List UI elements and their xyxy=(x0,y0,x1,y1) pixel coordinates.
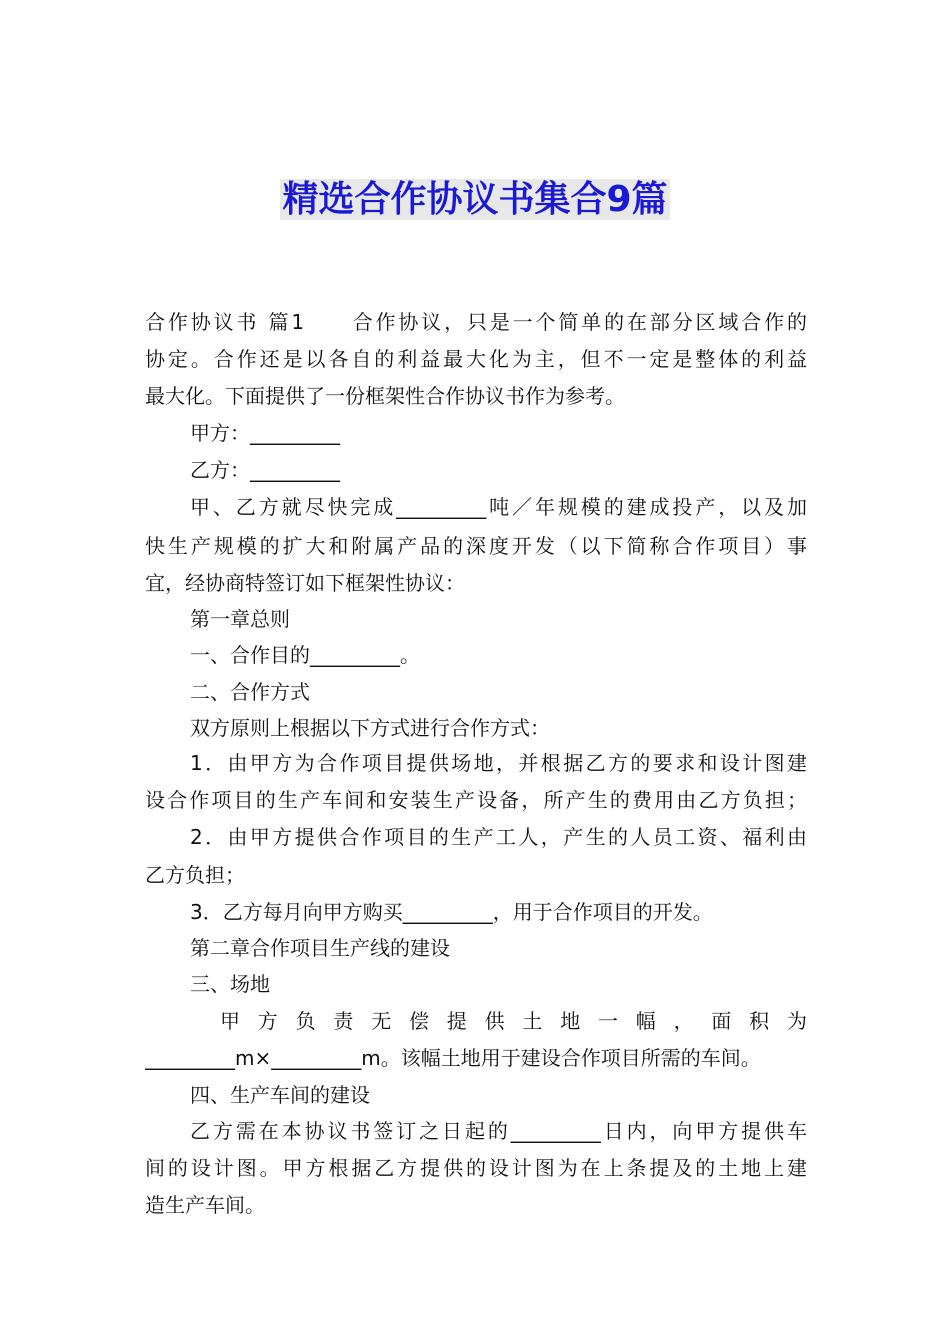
paragraph-line: 合作协议书 篇1 合作协议，只是一个简单的在部分区域合作的 xyxy=(145,310,807,334)
section-heading: 三、场地 xyxy=(190,972,270,996)
paragraph-line: 甲 方 负 责 无 偿 提 供 土 地 一 幅 ， 面 积 为 xyxy=(220,1009,807,1033)
chapter-heading: 第一章总则 xyxy=(190,607,290,631)
paragraph-line: 乙方需在本协议书签订之日起的_________日内，向甲方提供车 xyxy=(190,1119,807,1143)
paragraph-line: 协定。合作还是以各自的利益最大化为主，但不一定是整体的利益 xyxy=(145,347,807,371)
list-item-line: 3．乙方每月向甲方购买_________，用于合作项目的开发。 xyxy=(190,900,713,924)
paragraph-line: 快生产规模的扩大和附属产品的深度开发（以下简称合作项目）事 xyxy=(145,534,807,558)
list-item-line: 1．由甲方为合作项目提供场地，并根据乙方的要求和设计图建 xyxy=(190,751,807,775)
section-heading: 二、合作方式 xyxy=(190,680,310,704)
paragraph-line: 宜，经协商特签订如下框架性协议： xyxy=(145,571,465,595)
list-item-line: 2．由甲方提供合作项目的生产工人，产生的人员工资、福利由 xyxy=(190,825,807,849)
paragraph-line: _________m×_________m。该幅土地用于建设合作项目所需的车间。 xyxy=(145,1046,761,1070)
party-a-line: 甲方：_________ xyxy=(190,421,340,445)
paragraph-line: 双方原则上根据以下方式进行合作方式： xyxy=(190,716,550,740)
paragraph-line: 造生产车间。 xyxy=(145,1193,265,1217)
paragraph-line: 甲、乙方就尽快完成_________吨／年规模的建成投产，以及加 xyxy=(190,495,807,519)
chapter-heading: 第二章合作项目生产线的建设 xyxy=(190,936,450,960)
list-item-line: 乙方负担； xyxy=(145,863,245,887)
document-title-text: 精选合作协议书集合9篇 xyxy=(282,179,668,220)
paragraph-line: 最大化。下面提供了一份框架性合作协议书作为参考。 xyxy=(145,384,625,408)
document-title xyxy=(0,178,950,222)
section-heading: 四、生产车间的建设 xyxy=(190,1083,370,1107)
section-heading: 一、合作目的_________。 xyxy=(190,643,420,667)
party-b-line: 乙方：_________ xyxy=(190,458,340,482)
list-item-line: 设合作项目的生产车间和安装生产设备，所产生的费用由乙方负担； xyxy=(145,788,807,812)
paragraph-line: 间的设计图。甲方根据乙方提供的设计图为在上条提及的土地上建 xyxy=(145,1156,807,1180)
